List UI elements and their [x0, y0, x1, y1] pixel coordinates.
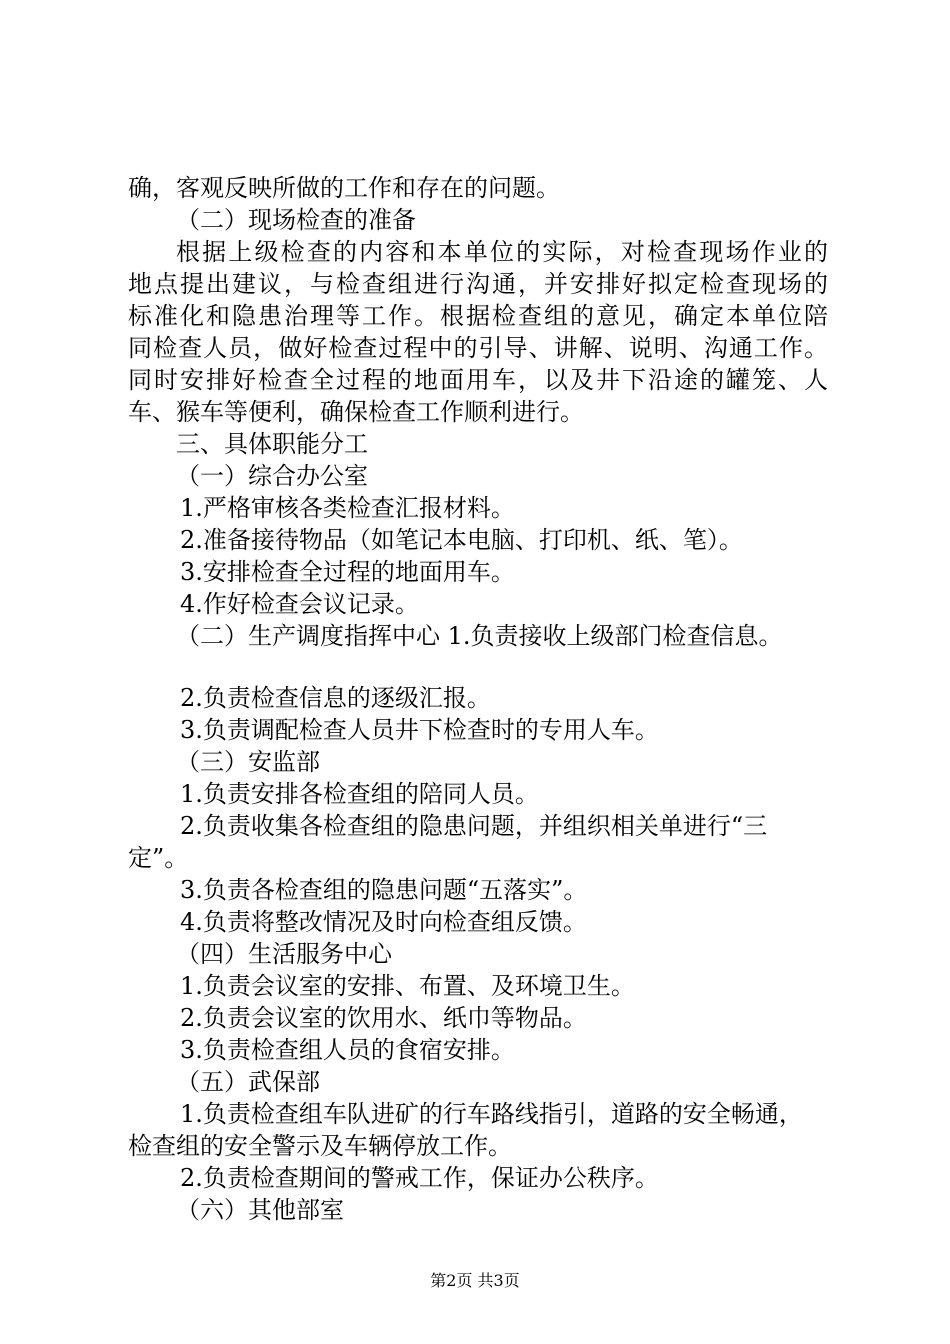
document-body	[128, 172, 828, 1226]
paragraph-line: 同时安排好检查全过程的地面用车，以及井下沿途的罐笼、人	[128, 366, 828, 394]
list-item: 2.负责收集各检查组的隐患问题，并组织相关单进行“三	[180, 812, 768, 840]
list-item: 4.负责将整改情况及时向检查组反馈。	[180, 908, 587, 936]
section-heading: （二）现场检查的准备	[176, 206, 416, 234]
paragraph-line: 标准化和隐患治理等工作。根据检查组的意见，确定本单位陪	[128, 302, 828, 330]
subsection-heading: （六）其他部室	[176, 1196, 344, 1224]
subsection-heading: （四）生活服务中心	[176, 940, 392, 968]
paragraph-line: 同检查人员，做好检查过程中的引导、讲解、说明、沟通工作。	[128, 334, 828, 362]
list-item: 4.作好检查会议记录。	[180, 590, 419, 618]
list-item: 2.负责检查信息的逐级汇报。	[180, 684, 491, 712]
list-item: 1.负责安排各检查组的陪同人员。	[180, 780, 539, 808]
subsection-heading: （三）安监部	[176, 748, 320, 776]
list-item: 3.安排检查全过程的地面用车。	[180, 558, 515, 586]
page-footer: 第2页 共3页	[430, 1271, 520, 1290]
subsection-heading: （二）生产调度指挥中心 1.负责接收上级部门检查信息。	[176, 622, 783, 650]
list-item: 1.负责检查组车队进矿的行车路线指引，道路的安全畅通，	[180, 1100, 803, 1128]
list-item: 1.严格审核各类检查汇报材料。	[180, 494, 515, 522]
blank-line	[128, 652, 828, 682]
list-item: 2.准备接待物品（如笔记本电脑、打印机、纸、笔）。	[180, 526, 743, 554]
list-item: 3.负责各检查组的隐患问题“五落实”。	[180, 876, 588, 904]
list-item-continuation: 定”。	[128, 844, 189, 872]
list-item: 1.负责会议室的安排、布置、及环境卫生。	[180, 972, 635, 1000]
subsection-heading: （五）武保部	[176, 1068, 320, 1096]
paragraph-line: 地点提出建议，与检查组进行沟通，并安排好拟定检查现场的	[128, 270, 828, 298]
paragraph-line: 根据上级检查的内容和本单位的实际，对检查现场作业的	[176, 238, 828, 266]
list-item: 3.负责调配检查人员井下检查时的专用人车。	[180, 716, 659, 744]
list-item: 2.负责会议室的饮用水、纸巾等物品。	[180, 1004, 587, 1032]
list-item: 2.负责检查期间的警戒工作，保证办公秩序。	[180, 1164, 659, 1192]
list-item-continuation: 检查组的安全警示及车辆停放工作。	[128, 1132, 512, 1160]
subsection-heading: （一）综合办公室	[176, 462, 368, 490]
paragraph-line: 确，客观反映所做的工作和存在的问题。	[128, 174, 560, 202]
paragraph-line: 车、猴车等便利，确保检查工作顺利进行。	[128, 398, 584, 426]
list-item: 3.负责检查组人员的食宿安排。	[180, 1036, 515, 1064]
section-heading: 三、具体职能分工	[176, 430, 368, 458]
